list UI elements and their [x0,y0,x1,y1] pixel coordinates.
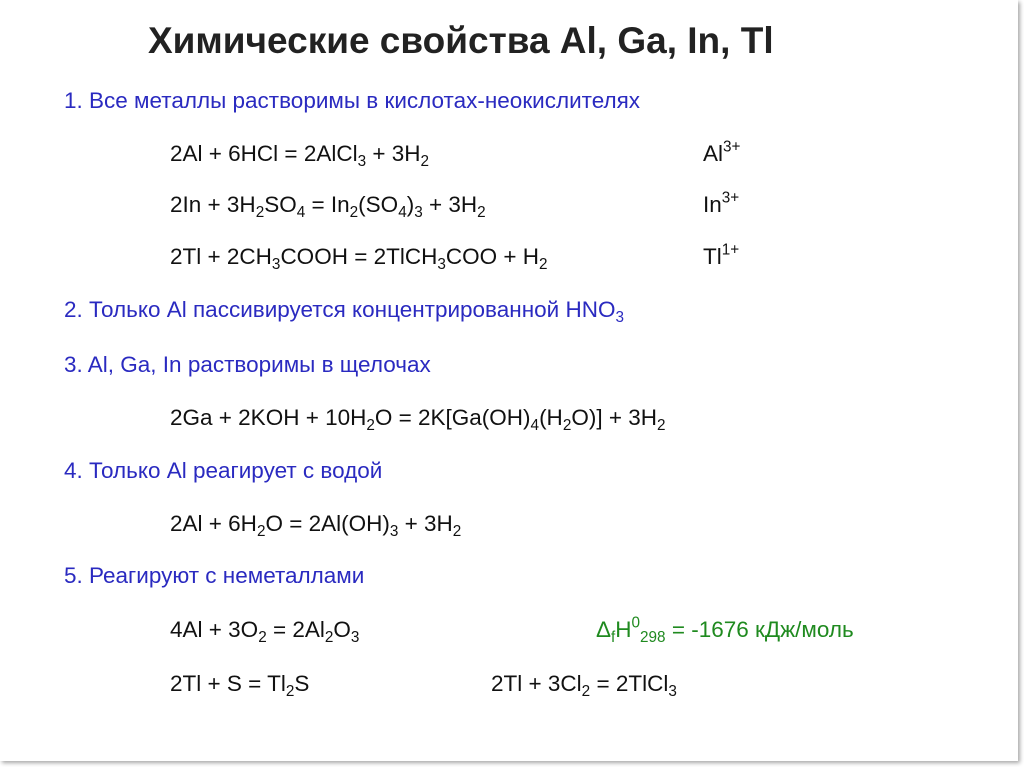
equation-water: $2Al + 6H_2O = 2Al(OH)_3 + 3H_2$ [170,511,462,540]
point-2: 2. Только Al пассивируется концентрированной $HNO_3$ [64,297,624,326]
point-1: 1. Все металлы растворимы в кислотах-неокислителях [64,88,641,113]
point-5: 5. Реагируют с неметаллами [64,563,365,588]
page-title: Химические свойства Al, Ga, In, Tl [148,20,774,61]
ion-tl: $Tl^{1+}$ [703,241,740,269]
formation-enthalpy: $\Delta_fH^0_{298} = -1676$ кДж/моль [596,614,854,646]
equation-acetic: $2Tl + 2CH_3COOH$ = 2TlCH$_3$COO + $H_2$ [170,244,548,273]
equation-h2so4: $2In + 3H_2SO_4 = In_2(SO_4)_3 + 3H_2$ [170,192,486,221]
equation-koh: $2Ga + 2KOH + 10H_2O = 2K[Ga(OH)_4(H_2O)] + 3H_2$ [170,405,666,434]
equation-sulfur: $2Tl + S = Tl_2S$ [170,671,310,700]
equation-chlorine: $2Tl + 3Cl_2$ = 2TlCl$_3$ [491,671,677,700]
equation-hcl: 2Al + 6HCl = 2AlCl$_3$ + $3H_2$ [170,141,430,170]
equation-oxygen: $4Al + 3O_2 = 2Al_2O_3$ [170,617,360,646]
ion-al: $Al^{3+}$ [703,138,741,166]
ion-in: $In^{3+}$ [703,189,740,217]
point-3: 3. Al, Ga, In растворимы в щелочах [64,352,431,377]
point-4: 4. Только Al реагирует с водой [64,458,383,483]
